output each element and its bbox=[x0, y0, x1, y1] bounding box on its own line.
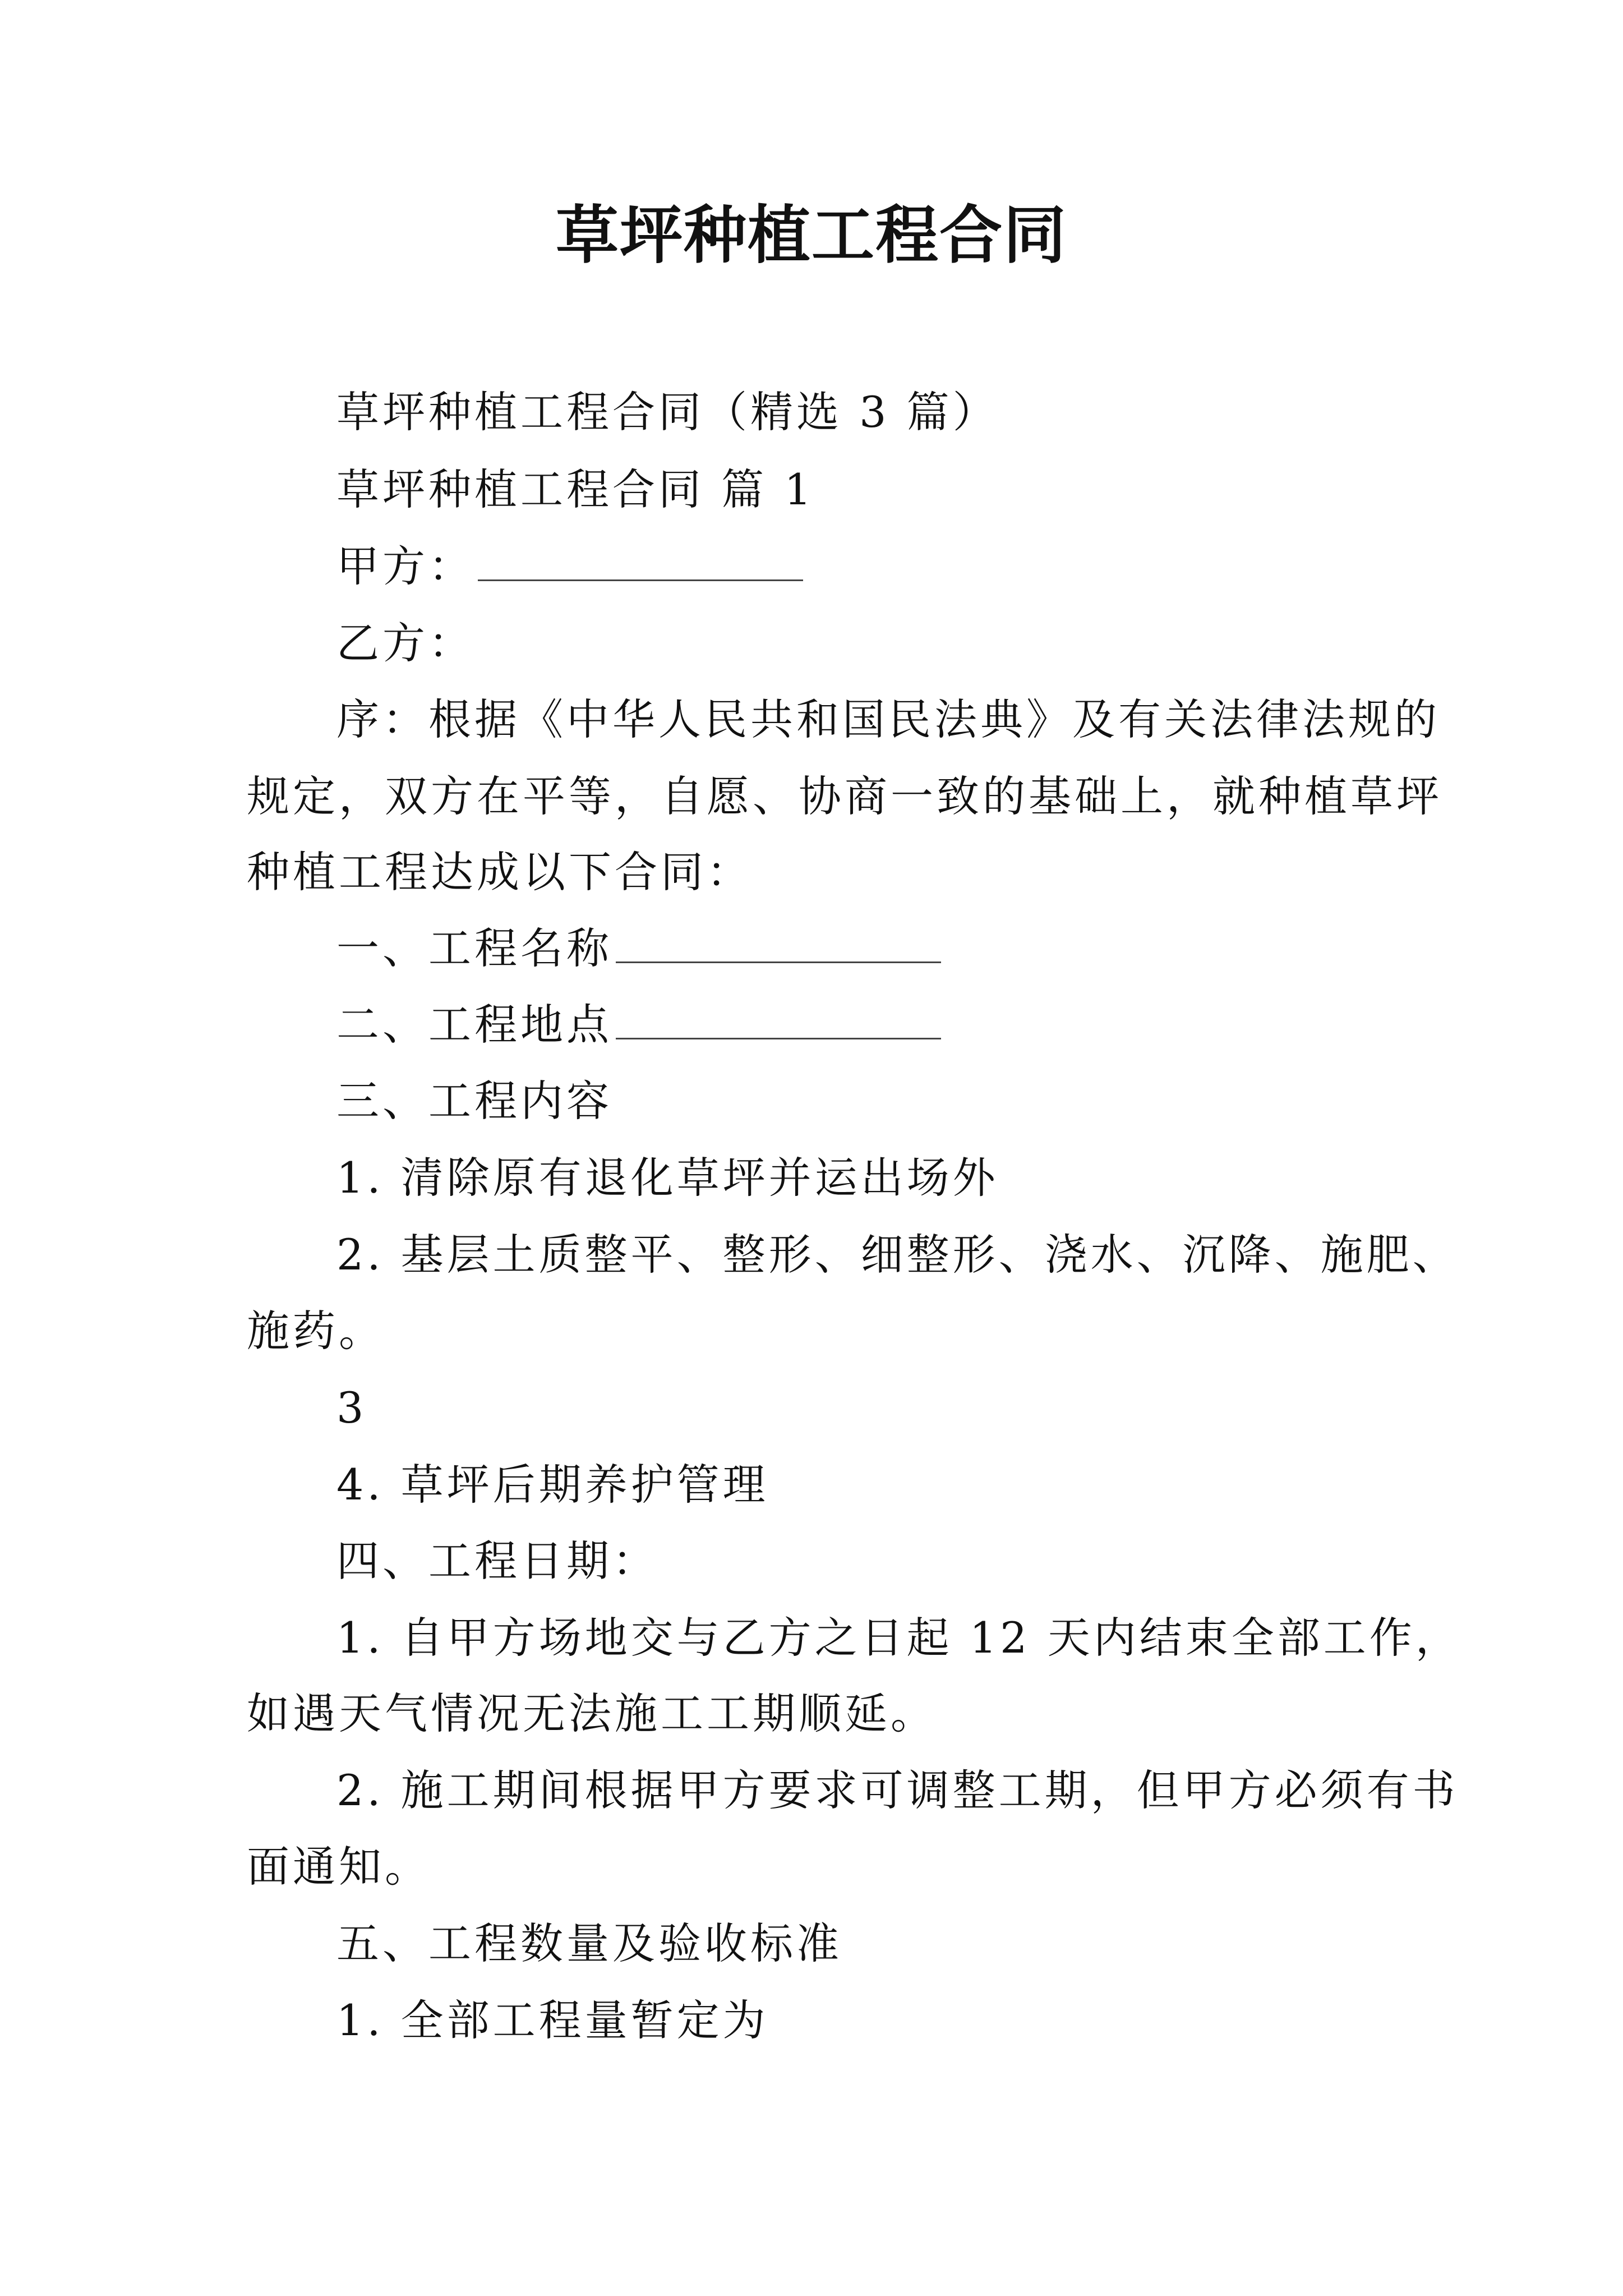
party-a-label: 甲方： bbox=[336, 541, 474, 591]
party-b-line: 乙方： bbox=[336, 618, 474, 668]
project-name-line bbox=[336, 918, 941, 979]
document-title: 草坪种植工程合同 bbox=[556, 199, 1067, 272]
list-item: 1. 自甲方场地交与乙方之日起 12 天内结束全部工作， bbox=[336, 1613, 1461, 1663]
project-name-label: 一、工程名称 bbox=[336, 923, 612, 973]
project-location-blank bbox=[616, 999, 941, 1039]
list-item: 2. 基层土质整平、整形、细整形、浇水、沉降、施肥、 bbox=[336, 1230, 1459, 1280]
project-location-label: 二、工程地点 bbox=[336, 1000, 612, 1050]
party-a-blank bbox=[478, 540, 803, 581]
project-location-line bbox=[336, 994, 941, 1056]
list-item-continuation: 面通知。 bbox=[247, 1842, 431, 1892]
section-heading: 四、工程日期： bbox=[336, 1536, 658, 1586]
project-name-blank bbox=[616, 922, 941, 963]
preamble-line: 序：根据《中华人民共和国民法典》及有关法律法规的 bbox=[336, 694, 1440, 744]
list-item-continuation: 如遇天气情况无法施工工期顺延。 bbox=[247, 1688, 937, 1738]
preamble-line: 种植工程达成以下合同： bbox=[247, 847, 753, 897]
section-heading: 草坪种植工程合同 篇 1 bbox=[336, 464, 815, 514]
list-item: 2. 施工期间根据甲方要求可调整工期，但甲方必须有书 bbox=[336, 1765, 1459, 1815]
list-item: 1. 清除原有退化草坪并运出场外 bbox=[336, 1153, 999, 1203]
list-item: 1. 全部工程量暂定为 bbox=[336, 1995, 769, 2045]
section-heading: 三、工程内容 bbox=[336, 1076, 612, 1126]
section-heading: 五、工程数量及验收标准 bbox=[336, 1918, 842, 1968]
preamble-line: 规定，双方在平等，自愿、协商一致的基础上，就种植草坪 bbox=[247, 771, 1442, 821]
list-item: 4. 草坪后期养护管理 bbox=[336, 1460, 769, 1510]
subtitle-line: 草坪种植工程合同（精选 3 篇） bbox=[336, 387, 999, 437]
list-item: 3 bbox=[336, 1383, 367, 1433]
party-a-line bbox=[336, 536, 803, 597]
list-item-continuation: 施药。 bbox=[247, 1306, 385, 1356]
